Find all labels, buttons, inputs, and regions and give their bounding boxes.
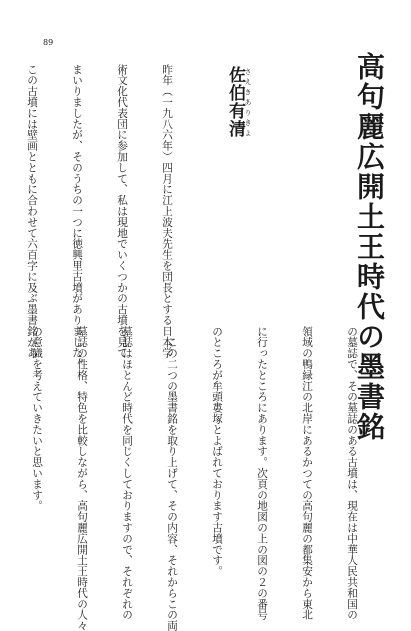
text-line: この二つの墨書銘を取り上げて、その内容、それからこの両 bbox=[166, 326, 178, 631]
author-name bbox=[226, 66, 252, 138]
article-title: 高句麗広開土王時代の墨書銘 bbox=[353, 52, 386, 442]
body-text-lower bbox=[0, 326, 389, 631]
body-text-upper bbox=[0, 64, 204, 370]
page-number: 89 bbox=[43, 38, 54, 47]
text-line: 昨年（一九八六年）四月に江上波夫先生を団長とする日本学 bbox=[161, 64, 173, 359]
author-name-text: 佐伯有清 bbox=[225, 66, 245, 138]
author-name-reading: さえきありきよ bbox=[244, 66, 252, 138]
text-line: 領域の鴨緑江の北岸にあるかつての高句麗の都集安から東北 bbox=[301, 326, 313, 621]
text-line: の墓誌で、その墓誌のある古墳は、現在は中華人民共和国の bbox=[346, 326, 358, 621]
text-line: のところが牟頭婁塚とよばれております古墳です。 bbox=[211, 326, 223, 577]
text-line: 術文化代表団に参加して、私は現地でいくつかの古墳を見て bbox=[116, 64, 128, 359]
text-line: 墓誌の性格、特色を比較しながら、高句麗広開土王時代の人々 bbox=[76, 326, 88, 631]
text-line: この古墳には壁画とともに合わせて六百字に及ぶ墨書銘があ bbox=[26, 64, 38, 359]
text-line: の意識を考えていきたいと思います。 bbox=[31, 326, 43, 512]
text-line: まいりましたが、そのうちの一つに徳興里古墳がありました。 bbox=[71, 64, 83, 370]
text-line: に行ったところにあります。次頁の地図の上の図の２の番号 bbox=[256, 326, 268, 621]
text-line: 墓誌はほとんど時代を同じくしておりますので、それぞれの bbox=[121, 326, 133, 621]
